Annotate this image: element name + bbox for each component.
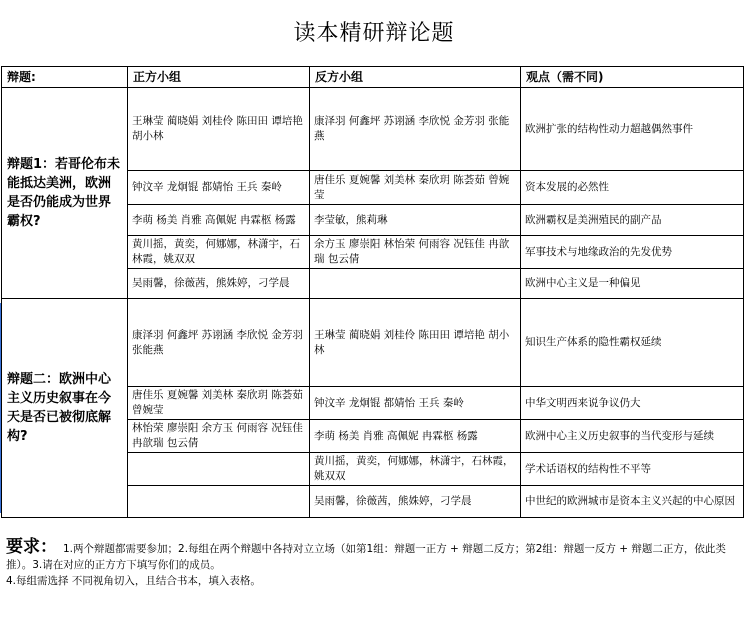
page-title: 读本精研辩论题 xyxy=(293,21,455,46)
debate1-topic[interactable]: 辩题1：若哥伦布未能抵达美洲，欧洲是否仍能成为世界霸权? xyxy=(2,88,128,299)
con-cell[interactable]: 李莹敏，熊莉琳 xyxy=(310,205,521,236)
view-cell[interactable]: 资本发展的必然性 xyxy=(521,171,744,205)
con-cell[interactable]: 王琳莹 蔺晓娟 刘桂伶 陈田田 谭培艳 胡小林 xyxy=(310,299,521,387)
view-cell[interactable]: 欧洲中心主义是一种偏见 xyxy=(521,269,744,299)
requirements-text: 1.两个辩题都需要参加；2.每组在两个辩题中各持对立立场（如第1组：辩题一正方 + 辩题二反方；第2组：辩题一反方 + 辩题二正方，依此类推）。3.请在对应的正方方下填写你们的成员。 xyxy=(6,543,726,571)
view-cell[interactable]: 军事技术与地缘政治的先发优势 xyxy=(521,236,744,269)
con-cell[interactable]: 康泽羽 何鑫坪 苏诩涵 李欣悦 金芳羽 张能燕 xyxy=(310,88,521,171)
con-cell[interactable]: 余方玉 廖崇阳 林怡荣 何雨容 况钰佳 冉歆瑞 包云倩 xyxy=(310,236,521,269)
header-view: 观点（需不同) xyxy=(521,67,744,88)
view-cell[interactable]: 知识生产体系的隐性霸权延续 xyxy=(521,299,744,387)
header-pro: 正方小组 xyxy=(128,67,310,88)
table-row xyxy=(2,88,744,171)
pro-cell[interactable]: 林怡荣 廖崇阳 余方玉 何雨容 况钰佳 冉歆瑞 包云倩 xyxy=(128,420,310,453)
table-row xyxy=(2,299,744,387)
pro-cell[interactable] xyxy=(128,453,310,486)
con-cell[interactable]: 吴雨馨，徐薇茜，熊姝婷，刁学晨 xyxy=(310,486,521,518)
pro-cell[interactable]: 唐佳乐 夏婉馨 刘美林 秦欣玥 陈荟茹 曾婉莹 xyxy=(128,387,310,420)
pro-cell[interactable] xyxy=(128,486,310,518)
con-cell[interactable]: 黄川摇，黄奕，何娜娜，林潇宇，石林霞，姚双双 xyxy=(310,453,521,486)
pro-cell[interactable]: 王琳莹 蔺晓娟 刘桂伶 陈田田 谭培艳 胡小林 xyxy=(128,88,310,171)
debate-table xyxy=(1,66,744,518)
view-cell[interactable]: 欧洲扩张的结构性动力超越偶然事件 xyxy=(521,88,744,171)
pro-cell[interactable]: 黄川摇，黄奕，何娜娜，林潇宇，石林霞，姚双双 xyxy=(128,236,310,269)
header-con: 反方小组 xyxy=(310,67,521,88)
pro-cell[interactable]: 钟汶辛 龙炯锟 都婧怡 王兵 秦岭 xyxy=(128,171,310,205)
pro-cell[interactable]: 康泽羽 何鑫坪 苏诩涵 李欣悦 金芳羽 张能燕 xyxy=(128,299,310,387)
con-cell[interactable] xyxy=(310,269,521,299)
view-cell[interactable]: 中世纪的欧洲城市是资本主义兴起的中心原因 xyxy=(521,486,744,518)
pro-cell[interactable]: 吴雨馨，徐薇茜，熊姝婷，刁学晨 xyxy=(128,269,310,299)
view-cell[interactable]: 欧洲中心主义历史叙事的当代变形与延续 xyxy=(521,420,744,453)
con-cell[interactable]: 李萌 杨美 肖雅 高佩妮 冉霖柩 杨露 xyxy=(310,420,521,453)
view-cell[interactable]: 中华文明西来说争议仍大 xyxy=(521,387,744,420)
table-header-row xyxy=(2,67,744,88)
view-cell[interactable]: 欧洲霸权是美洲殖民的副产品 xyxy=(521,205,744,236)
con-cell[interactable]: 钟汶辛 龙炯锟 都婧怡 王兵 秦岭 xyxy=(310,387,521,420)
pro-cell[interactable]: 李萌 杨美 肖雅 高佩妮 冉霖柩 杨露 xyxy=(128,205,310,236)
debate2-topic[interactable]: 辩题二：欧洲中心主义历史叙事在今天是否已被彻底解构? xyxy=(2,299,128,518)
requirements-text-2: 4.每组需选择 不同视角切入，且结合书本，填入表格。 xyxy=(6,575,261,587)
con-cell[interactable]: 唐佳乐 夏婉馨 刘美林 秦欣玥 陈荟茹 曾婉莹 xyxy=(310,171,521,205)
requirements xyxy=(6,539,742,589)
requirements-label: 要求： xyxy=(6,537,57,557)
header-topic: 辩题: xyxy=(2,67,128,88)
view-cell[interactable]: 学术话语权的结构性不平等 xyxy=(521,453,744,486)
